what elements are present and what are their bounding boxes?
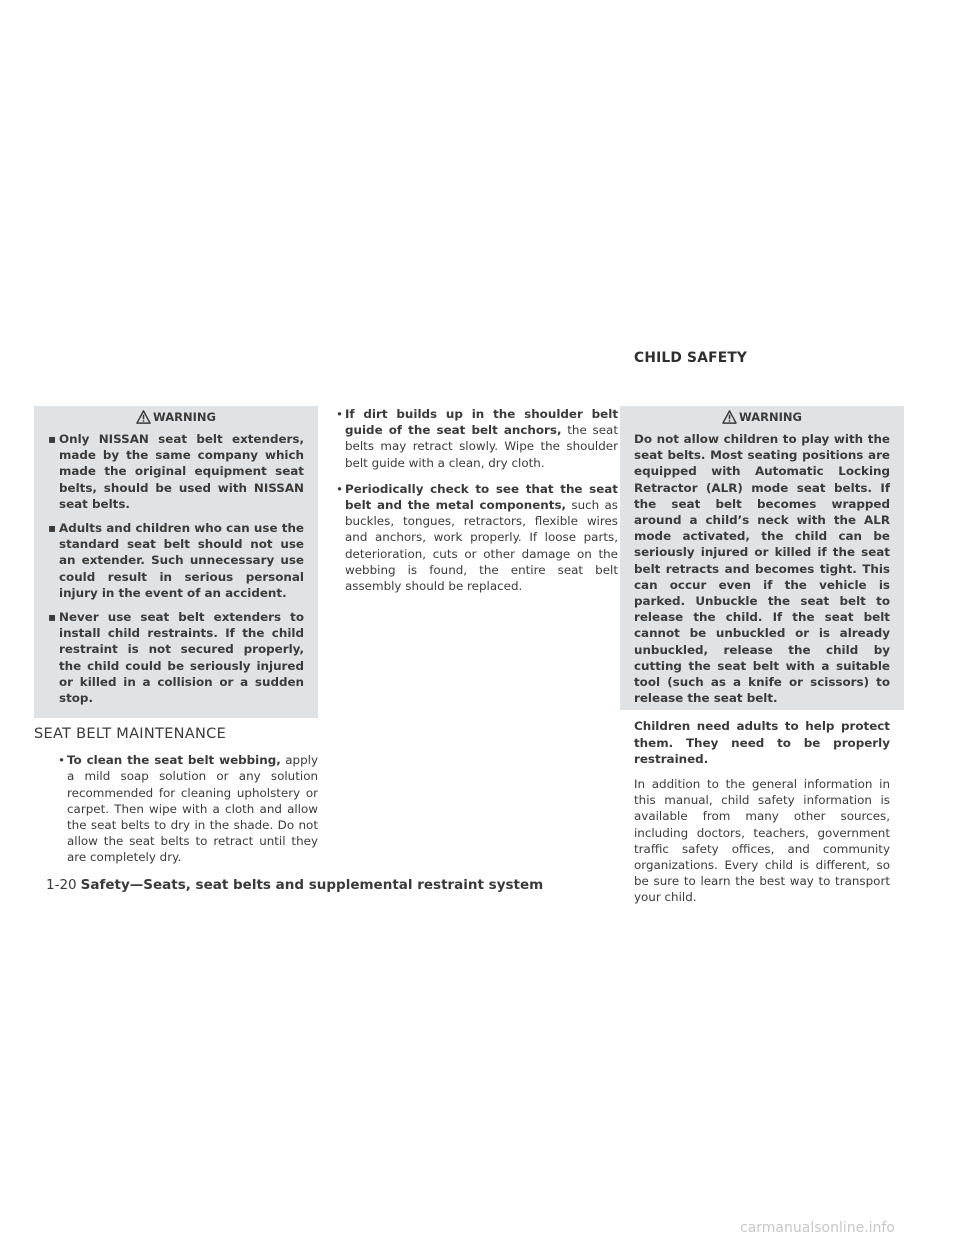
warning-triangle-icon — [722, 410, 737, 424]
maintenance-list — [34, 752, 318, 865]
warning-text: Do not allow children to play with the seat belts. Most seating positions are equipped with Automatic Locking Retractor (ALR) mode seat belts. If the seat belt becomes wrapped around a child’s neck with the ALR mode activated, the child can be seriously injured or killed if the seat belt retracts and becomes tight. This can occur even if the vehicle is parked. Unbuckle the seat belt to release the child. If the seat belt cannot be unbuckled or is already unbuckled, release the child by cutting the seat belt with a suitable tool (such as a knife or scissors) to release the seat belt. — [634, 432, 890, 706]
column-left — [34, 406, 318, 876]
warning-header — [34, 406, 318, 428]
maintenance-item: • To clean the seat belt webbing, apply a mild soap solution or any solution recommended for cleaning upholstery or carpet. Then wipe with a cloth and allow the seat belts to dry in the shade. Do not allow the seat belts to retract until they are completely dry. — [58, 753, 318, 865]
warning-box-extenders — [34, 406, 318, 718]
column-middle — [334, 406, 618, 604]
maintenance-item: • If dirt builds up in the shoulder belt guide of the seat belt anchors, the seat belts may retract slowly. Wipe the shoulder belt guide with a clean, dry cloth. — [336, 407, 618, 470]
section-heading-maintenance: SEAT BELT MAINTENANCE — [34, 726, 227, 743]
warning-item: ▪ Adults and children who can use the standard seat belt should not use an extender. Such unnecessary use could result in serious personal injury in the event of an accident. — [48, 521, 304, 600]
maintenance-item: • Periodically check to see that the seat belt and the metal components, such as buckles, tongues, retractors, flexible wires and anchors, work properly. If loose parts, deterioration, cuts or other damage on the webbing is found, the entire seat belt assembly should be replaced. — [336, 481, 618, 594]
warning-item: ▪ Only NISSAN seat belt extenders, made by the same company which made the original equipment seat belts, should be used with NISSAN seat belts. — [48, 432, 304, 511]
page-footer — [46, 877, 543, 893]
warning-label: WARNING — [153, 410, 216, 424]
child-intro-bold: Children need adults to help protect them. They need to be properly restrained. — [634, 719, 890, 766]
child-intro-text: In addition to the general information in this manual, child safety information is available from many other sources, including doctors, teachers, government traffic safety offices, and community organizations. Every child is different, so be sure to learn the best way to transport your child. — [634, 777, 890, 905]
watermark: carmanualsonline.info — [740, 1220, 895, 1236]
warning-label: WARNING — [739, 410, 802, 424]
footer-title: Safety—Seats, seat belts and supplemental restraint system — [80, 877, 544, 893]
warning-item: ▪ Never use seat belt extenders to install child restraints. If the child restraint is not secured properly, the child could be seriously injured or killed in a collision or a sudden stop. — [48, 610, 304, 706]
page-number: 1-20 — [46, 877, 77, 893]
column-right — [620, 406, 904, 906]
warning-box-children — [620, 406, 904, 710]
child-safety-title: CHILD SAFETY — [634, 350, 748, 366]
warning-header — [620, 406, 904, 428]
maintenance-list-continued — [334, 406, 618, 594]
warning-triangle-icon — [136, 410, 151, 424]
warning-list — [34, 431, 318, 706]
